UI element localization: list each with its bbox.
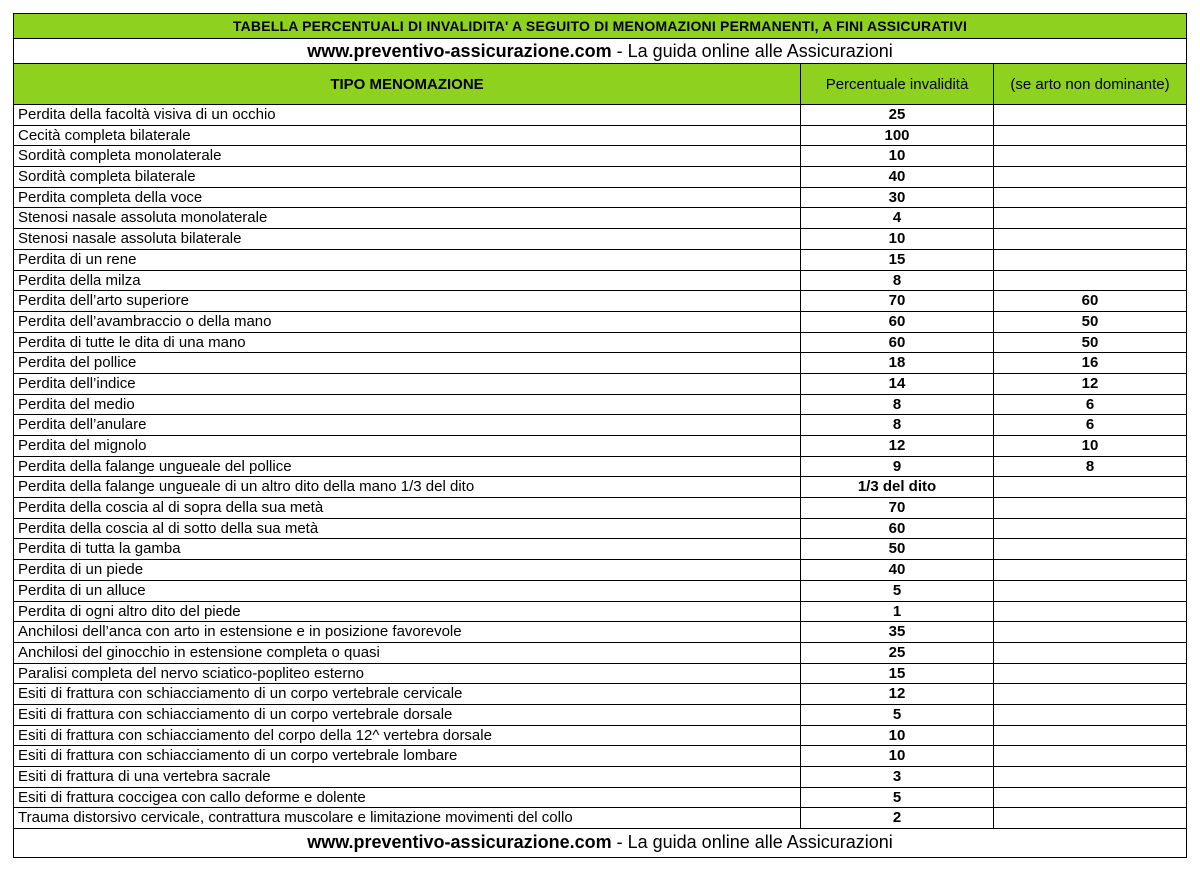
row-percent: 25 <box>801 105 994 125</box>
site-banner-top <box>14 39 1186 64</box>
row-label: Sordità completa monolaterale <box>14 146 801 166</box>
row-label: Perdita di tutte le dita di una mano <box>14 333 801 353</box>
row-label: Perdita dell’avambraccio o della mano <box>14 312 801 332</box>
row-non-dominant <box>994 808 1186 828</box>
row-non-dominant <box>994 705 1186 725</box>
table-row <box>14 167 1186 188</box>
row-percent: 10 <box>801 746 994 766</box>
row-percent: 18 <box>801 353 994 373</box>
header-type: TIPO MENOMAZIONE <box>14 64 801 104</box>
row-non-dominant <box>994 622 1186 642</box>
row-label: Perdita dell’indice <box>14 374 801 394</box>
row-non-dominant <box>994 664 1186 684</box>
row-label: Stenosi nasale assoluta monolaterale <box>14 208 801 228</box>
site-tagline-footer: - La guida online alle Assicurazioni <box>611 832 893 853</box>
table-row <box>14 395 1186 416</box>
row-percent: 12 <box>801 436 994 456</box>
row-percent: 35 <box>801 622 994 642</box>
row-percent: 12 <box>801 684 994 704</box>
row-non-dominant <box>994 602 1186 622</box>
row-percent: 40 <box>801 560 994 580</box>
table-row <box>14 560 1186 581</box>
row-non-dominant <box>994 229 1186 249</box>
row-percent: 10 <box>801 726 994 746</box>
table-row <box>14 415 1186 436</box>
table-title: TABELLA PERCENTUALI DI INVALIDITA' A SEGUITO DI MENOMAZIONI PERMANENTI, A FINI ASSICURATIVI <box>14 14 1186 39</box>
row-percent: 8 <box>801 271 994 291</box>
table-row <box>14 643 1186 664</box>
header-non-dominant: (se arto non dominante) <box>1010 75 1170 93</box>
row-percent: 60 <box>801 519 994 539</box>
table-row <box>14 271 1186 292</box>
row-label: Esiti di frattura con schiacciamento di un corpo vertebrale dorsale <box>14 705 801 725</box>
row-non-dominant <box>994 746 1186 766</box>
row-percent: 30 <box>801 188 994 208</box>
row-non-dominant: 16 <box>1081 354 1099 372</box>
row-percent: 60 <box>801 312 994 332</box>
row-non-dominant: 60 <box>1081 292 1099 310</box>
row-label: Anchilosi dell’anca con arto in estensione e in posizione favorevole <box>14 622 801 642</box>
table-row <box>14 374 1186 395</box>
row-label: Esiti di frattura coccigea con callo deforme e dolente <box>14 788 801 808</box>
row-non-dominant <box>994 477 1186 497</box>
row-label: Perdita della facoltà visiva di un occhio <box>14 105 801 125</box>
table-row <box>14 126 1186 147</box>
row-label: Perdita dell’anulare <box>14 415 801 435</box>
row-label: Perdita del medio <box>14 395 801 415</box>
row-non-dominant: 50 <box>1081 333 1099 351</box>
row-label: Sordità completa bilaterale <box>14 167 801 187</box>
row-label: Perdita di tutta la gamba <box>14 539 801 559</box>
row-percent: 60 <box>801 333 994 353</box>
row-non-dominant: 50 <box>1081 312 1099 330</box>
row-percent: 5 <box>801 581 994 601</box>
table-row <box>14 746 1186 767</box>
table-row <box>14 767 1186 788</box>
row-non-dominant <box>994 726 1186 746</box>
row-percent: 1/3 del dito <box>801 477 994 497</box>
row-label: Anchilosi del ginocchio in estensione completa o quasi <box>14 643 801 663</box>
row-non-dominant <box>994 250 1186 270</box>
row-percent: 5 <box>801 705 994 725</box>
row-percent: 14 <box>801 374 994 394</box>
row-label: Perdita di un piede <box>14 560 801 580</box>
row-non-dominant <box>994 498 1186 518</box>
table-row <box>14 291 1186 312</box>
row-label: Perdita di un rene <box>14 250 801 270</box>
table-row <box>14 519 1186 540</box>
table-row <box>14 602 1186 623</box>
row-non-dominant <box>994 146 1186 166</box>
row-non-dominant <box>994 767 1186 787</box>
row-label: Esiti di frattura con schiacciamento del corpo della 12^ vertebra dorsale <box>14 726 801 746</box>
row-label: Stenosi nasale assoluta bilaterale <box>14 229 801 249</box>
table-row <box>14 353 1186 374</box>
table-body <box>14 105 1186 829</box>
header-percent: Percentuale invalidità <box>801 64 994 104</box>
row-non-dominant <box>994 188 1186 208</box>
table-row <box>14 333 1186 354</box>
row-non-dominant: 6 <box>1085 416 1095 434</box>
table-row <box>14 250 1186 271</box>
table-row <box>14 146 1186 167</box>
table-row <box>14 684 1186 705</box>
row-percent: 10 <box>801 146 994 166</box>
row-non-dominant <box>994 788 1186 808</box>
row-percent: 8 <box>801 415 994 435</box>
row-non-dominant <box>994 208 1186 228</box>
table-row <box>14 788 1186 809</box>
table-row <box>14 105 1186 126</box>
row-label: Perdita di ogni altro dito del piede <box>14 602 801 622</box>
row-label: Perdita della falange ungueale del pollice <box>14 457 801 477</box>
table-row <box>14 498 1186 519</box>
row-percent: 15 <box>801 250 994 270</box>
row-label: Trauma distorsivo cervicale, contrattura muscolare e limitazione movimenti del collo <box>14 808 801 828</box>
site-tagline: - La guida online alle Assicurazioni <box>611 41 893 61</box>
row-non-dominant <box>994 519 1186 539</box>
row-percent: 5 <box>801 788 994 808</box>
row-percent: 8 <box>801 395 994 415</box>
row-percent: 4 <box>801 208 994 228</box>
row-percent: 50 <box>801 539 994 559</box>
row-non-dominant: 8 <box>1085 457 1095 475</box>
table-row <box>14 622 1186 643</box>
invalidity-table <box>13 13 1187 858</box>
table-row <box>14 539 1186 560</box>
row-label: Perdita completa della voce <box>14 188 801 208</box>
table-row <box>14 188 1186 209</box>
table-row <box>14 312 1186 333</box>
row-non-dominant: 12 <box>1081 374 1099 392</box>
table-row <box>14 457 1186 478</box>
table-row <box>14 664 1186 685</box>
column-header-row <box>14 64 1186 105</box>
row-percent: 2 <box>801 808 994 828</box>
row-non-dominant <box>994 271 1186 291</box>
row-label: Perdita dell’arto superiore <box>14 291 801 311</box>
row-label: Perdita della coscia al di sopra della sua metà <box>14 498 801 518</box>
row-percent: 70 <box>801 291 994 311</box>
row-non-dominant <box>994 105 1186 125</box>
row-non-dominant <box>994 167 1186 187</box>
row-label: Perdita della falange ungueale di un altro dito della mano 1/3 del dito <box>14 477 801 497</box>
table-row <box>14 436 1186 457</box>
row-percent: 9 <box>801 457 994 477</box>
row-non-dominant: 6 <box>1085 395 1095 413</box>
table-row <box>14 477 1186 498</box>
table-row <box>14 705 1186 726</box>
row-non-dominant <box>994 643 1186 663</box>
row-label: Esiti di frattura con schiacciamento di un corpo vertebrale cervicale <box>14 684 801 704</box>
row-label: Esiti di frattura con schiacciamento di un corpo vertebrale lombare <box>14 746 801 766</box>
row-percent: 3 <box>801 767 994 787</box>
row-label: Perdita del pollice <box>14 353 801 373</box>
row-label: Cecità completa bilaterale <box>14 126 801 146</box>
site-url-footer[interactable]: www.preventivo-assicurazione.com <box>307 832 612 853</box>
row-non-dominant <box>994 126 1186 146</box>
row-non-dominant <box>994 560 1186 580</box>
row-non-dominant: 10 <box>1081 437 1099 454</box>
site-banner-bottom <box>14 829 1186 857</box>
site-url[interactable]: www.preventivo-assicurazione.com <box>307 41 612 61</box>
table-row <box>14 581 1186 602</box>
row-percent: 15 <box>801 664 994 684</box>
row-label: Perdita del mignolo <box>14 436 801 456</box>
table-row <box>14 808 1186 829</box>
table-row <box>14 229 1186 250</box>
row-percent: 10 <box>801 229 994 249</box>
row-label: Perdita della coscia al di sotto della sua metà <box>14 519 801 539</box>
row-label: Perdita della milza <box>14 271 801 291</box>
table-row <box>14 208 1186 229</box>
table-row <box>14 726 1186 747</box>
row-non-dominant <box>994 684 1186 704</box>
row-percent: 1 <box>801 602 994 622</box>
row-label: Esiti di frattura di una vertebra sacrale <box>14 767 801 787</box>
row-percent: 25 <box>801 643 994 663</box>
row-non-dominant <box>994 581 1186 601</box>
row-percent: 40 <box>801 167 994 187</box>
row-non-dominant <box>994 539 1186 559</box>
row-label: Perdita di un alluce <box>14 581 801 601</box>
row-percent: 100 <box>801 126 994 146</box>
row-percent: 70 <box>801 498 994 518</box>
row-label: Paralisi completa del nervo sciatico-popliteo esterno <box>14 664 801 684</box>
